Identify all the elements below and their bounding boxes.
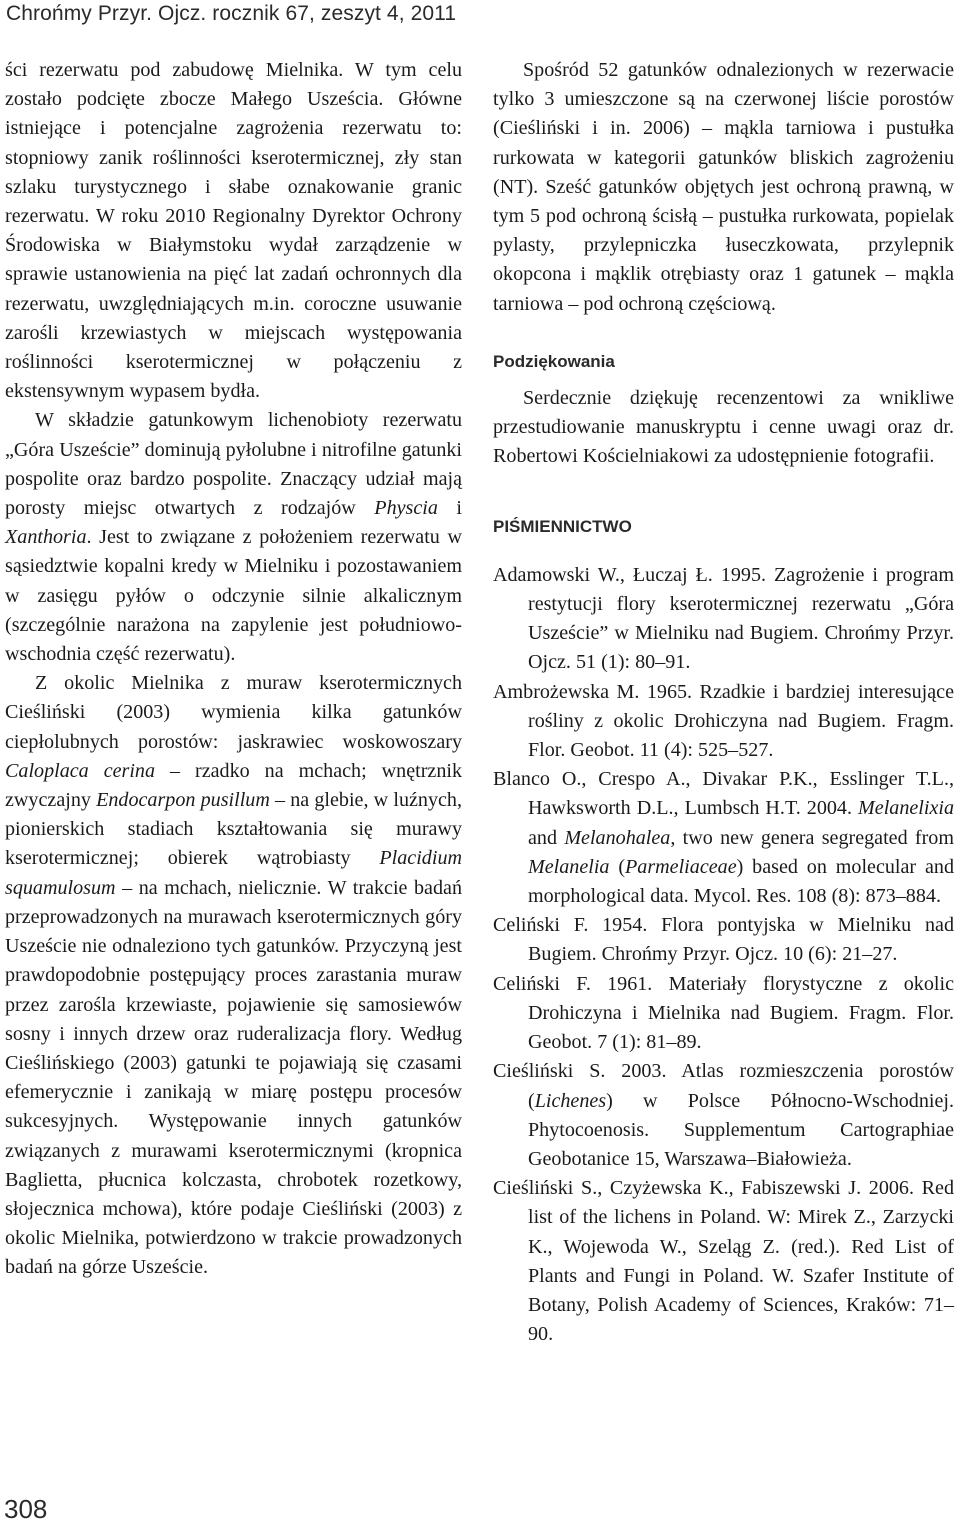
acknowledgements-text: Serdecznie dziękuję recenzentowi za wnikliwe przestudiowanie manuskryptu i cenne uwagi oraz dr. Robertowi Kościelniakowi za udostępnienie fotografii. <box>493 387 954 468</box>
taxon-parmeliaceae: Parmeliaceae <box>625 855 737 878</box>
paragraph-thermophilous-lichens <box>5 669 462 1282</box>
text-span: ) based on molecular and morphological data. Mycol. Res. 108 (8): 873–884. <box>528 855 954 908</box>
text-span: Cieśliński S. 2003. Atlas rozmieszczenia porostów ( <box>493 1060 954 1112</box>
text-span: , two new genera segregated from <box>670 826 954 849</box>
text-span: Z okolic Mielnika z muraw kserotermicznych Cieśliński (2003) wymienia kilka gatunków ciepłolubnych porostów: jaskrawiec woskowoszary <box>5 672 462 753</box>
reference-item: Ambrożewska M. 1965. Rzadkie i bardziej interesujące rośliny z okolic Drohiczyna nad Bugiem. Fragm. Flor. Geobot. 11 (4): 525–527. <box>493 680 954 762</box>
text-span: . Jest to związane z położeniem rezerwatu w sąsiedztwie kopalni kredy w Mielniku i pozostawaniem w zasięgu pyłów o odczynie silnie alkalicznym (szczególnie narażona na zapylenie jest południowo-wschodnia część rezerwatu). <box>5 526 462 666</box>
text-span: W składzie gatunkowym lichenobioty rezerwatu „Góra Uszeście” dominują pyłolubne i nitrofilne gatunki pospolite oraz bardzo pospolite. Znaczący udział mają porosty miejsc otwartych z rodzajów <box>5 409 462 520</box>
reference-item: Cieśliński S., Czyżewska K., Fabiszewski J. 2006. Red list of the lichens in Poland. W: Mirek Z., Zarzycki K., Wojewoda W., Szeląg Z. (red.). Red List of Plants and Fungi in Poland. W. Szafer Institute of Botany, Polish Academy of Sciences, Kraków: 71–90. <box>493 1177 954 1346</box>
right-column <box>493 56 954 1349</box>
text-span: – rzadko na mchach; wnętrznik zwyczajny <box>5 759 462 812</box>
taxon-xanthoria: Xanthoria <box>5 526 87 549</box>
reference-item <box>493 1057 954 1174</box>
reference-item <box>493 765 954 911</box>
taxon-melanelia: Melanelia <box>528 855 610 878</box>
left-column <box>5 56 462 1283</box>
text-span: and <box>528 826 565 849</box>
reference-item: Celiński F. 1961. Materiały florystyczne z okolic Drohiczyna i Mielnika nad Bugiem. Fragm. Flor. Geobot. 7 (1): 81–89. <box>493 972 954 1054</box>
references-heading: PIŚMIENNICTWO <box>493 516 632 536</box>
taxon-caloplaca-cerina: Caloplaca cerina <box>5 759 156 782</box>
paragraph-lichenobiota <box>5 406 462 669</box>
text-span: – na glebie, w luźnych, pionierskich stadiach kształtowania się murawy kserotermicznej; obierek wątrobiasty <box>5 789 462 870</box>
text-span: ( <box>609 855 626 878</box>
taxon-placidium-squamulosum: Placidium squamulosum <box>5 847 462 899</box>
taxon-melanohalea: Melanohalea <box>564 826 671 849</box>
paragraph-threats: ści rezerwatu pod zabudowę Mielnika. W tym celu zostało podcięte zbocze Małego Usześcia. Główne istniejące i potencjalne zagrożenia rezerwatu to: stopniowy zanik roślinności kserotermicznej, zły stan szlaku turystycznego i słabe oznakowanie granic rezerwatu. W roku 2010 Regionalny Dyrektor Ochrony Środowiska w Białymstoku wydał zarządzenie w sprawie ustanowienia na pięć lat zadań ochronnych dla rezerwatu, uwzględniających m.in. coroczne usuwanie zarośli krzewiastych w miejscach występowania roślinności kserotermicznej w połączeniu z ekstensywnym wypasem bydła. <box>5 59 462 403</box>
taxon-physcia: Physcia <box>374 497 438 520</box>
text-span: i <box>437 497 462 520</box>
acknowledgements-heading: Podziękowania <box>493 351 615 371</box>
text-span: Blanco O., Crespo A., Divakar P.K., Esslinger T.L., Hawksworth D.L., Lumbsch H.T. 2004. <box>493 768 954 820</box>
paragraph-red-list: Spośród 52 gatunków odnalezionych w rezerwacie tylko 3 umieszczone są na czerwonej liście porostów (Cieśliński i in. 2006) – mąkla tarniowa i pustułka rurkowata w kategorii gatunków bliskich zagrożeniu (NT). Sześć gatunków objętych jest ochroną prawną, w tym 5 pod ochroną ścisłą – pustułka rurkowata, popielak pylasty, przylepniczka łuseczkowata, przylepnik okopcona i mąklik otrębiasty oraz 1 gatunek – mąkla tarniowa – pod ochroną częściową. <box>493 59 954 315</box>
running-head: Chrońmy Przyr. Ojcz. rocznik 67, zeszyt 4, 2011 <box>6 2 457 25</box>
taxon-lichenes: Lichenes <box>534 1089 607 1112</box>
taxon-endocarpon-pusillum: Endocarpon pusillum <box>96 789 270 812</box>
reference-item: Celiński F. 1954. Flora pontyjska w Mielniku nad Bugiem. Chrońmy Przyr. Ojcz. 10 (6): 21–27. <box>493 914 954 966</box>
text-span: ) w Polsce Północno-Wschodniej. Phytocoenosis. Supplementum Cartographiae Geobotanice 15, Warszawa–Białowieża. <box>528 1089 954 1170</box>
reference-list <box>493 561 954 1349</box>
text-span: – na mchach, nielicznie. W trakcie badań przeprowadzonych na murawach kserotermicznych góry Uszeście nie odnaleziono tych gatunków. Przyczyną jest prawdopodobnie postępujący proces zarastania muraw przez zarośla krzewiaste, pojawienie się samosiewów sosny i innych drzew oraz ruderalizacja flory. Według Cieślińskiego (2003) gatunki te pojawiają się czasami efemerycznie i zanikają w miarę postępu procesów sukcesyjnych. Występowanie innych gatunków związanych z murawami kserotermicznymi (kropnica Baglietta, płucnica kolczasta, chrobotek rozetkowy, słojecznica mchowa), które podaje Cieśliński (2003) z okolic Mielnika, potwierdzono w trakcie prowadzonych badań na górze Uszeście. <box>5 876 462 1279</box>
taxon-melanelixia: Melanelixia <box>858 797 954 820</box>
page-number: 308 <box>4 1494 48 1524</box>
reference-item: Adamowski W., Łuczaj Ł. 1995. Zagrożenie i program restytucji flory kserotermicznej rezerwatu „Góra Uszeście” w Mielniku nad Bugiem. Chrońmy Przyr. Ojcz. 51 (1): 80–91. <box>493 563 954 674</box>
